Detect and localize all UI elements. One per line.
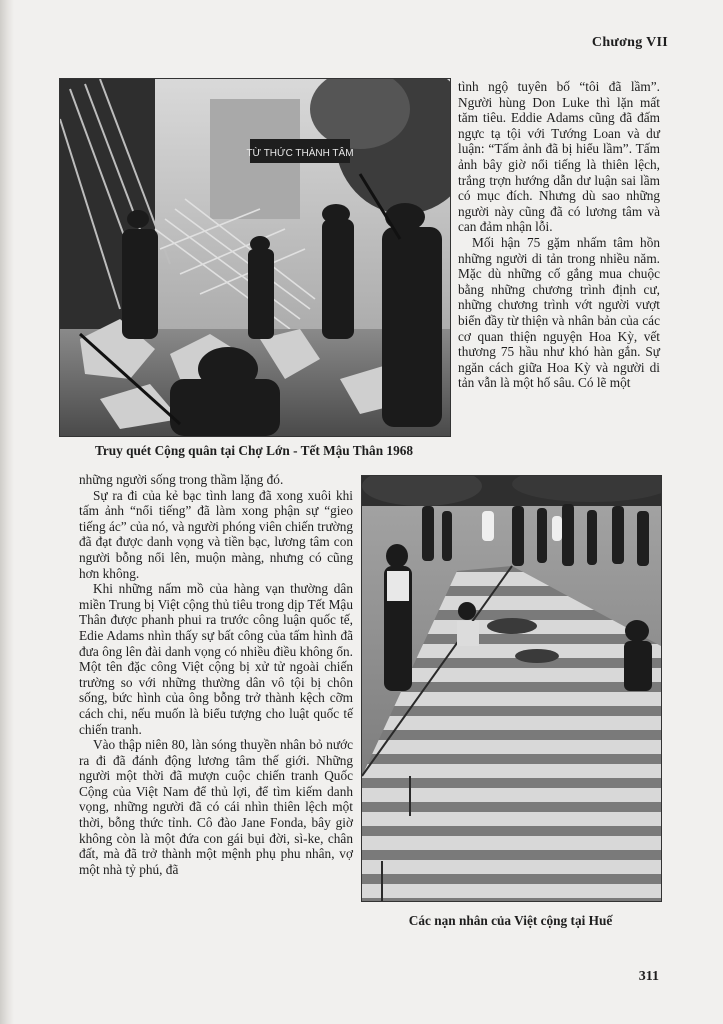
caption-hue: Các nạn nhân của Việt cộng tại Huế (408, 913, 613, 928)
paragraph: tình ngộ tuyên bố “tôi đã lầm”. Người hùng Don Luke thì lặn mất tăm tiêu. Eddie Adams cũng đã đấm ngực tạ tội với Tướng Loan và dư luận: “Tấm ảnh đã bị hiểu lầm”. Tấm ảnh bây giờ nổi tiếng là thiên lệch, trắng trợn hướng dẫn dư luận sai lầm có mục đích. Nhưng dù sao những người này cũng đã có lương tâm và can đảm nhận lỗi. (458, 79, 660, 235)
paragraph: Mối hận 75 gặm nhấm tâm hồn những người di tản trong nhiều năm. Mặc dù những cố gắng mua chuộc bằng những chương trình định cư, những chương trình vớt người vượt biển đầy từ thiện và nhân bản của các cơ quan thiện nguyện Hoa Kỳ, vết thương 75 hầu như khó hàn gắn. Sự ngăn cách giữa Hoa Kỳ và người di tản vẫn là một hố sâu. Có lẽ một (458, 234, 660, 391)
caption-cholon: Truy quét Cộng quân tại Chợ Lớn - Tết Mậu Thân 1968 (94, 443, 414, 458)
paragraph: Khi những nấm mồ của hàng vạn thường dân miền Trung bị Việt cộng thủ tiêu trong dịp Tết Mậu Thân được phanh phui ra trước công luận quốc tế, Edie Adams nhìn thấy sự bất công của tấm hình đã đưa ông lên đài danh vọng có nhiều điều không ổn. Một tên đặc công Việt cộng bị xử tử ngoài chiến trường so với những thường dân vô tội bị chôn sống, bức hình của ông bỗng trở thành kệch cỡm cách chi, nếu muốn là biểu tượng cho luật quốc tế chiến tranh. (79, 581, 353, 737)
page-number: 311 (638, 969, 659, 984)
photo-hue-victims (361, 475, 662, 902)
paragraph: Sự ra đi của kẻ bạc tình lang đã xong xuôi khi tấm ảnh “nổi tiếng” đã làm xong phận sự “gieo tiếng ác” của nó, và người phóng viên chiến trường đã đạt được danh vọng và tiền bạc, lương tâm con người bỗng nổi lên, muộn màng, nhưng có cũng hơn không. (79, 487, 353, 581)
paragraph: Vào thập niên 80, làn sóng thuyền nhân bỏ nước ra đi đã đánh động lương tâm thế giới. Những người một thời đã mượn cuộc chiến tranh Quốc Cộng của Việt Nam để thủ lợi, để tìm kiếm danh vọng, những người đã có cái nhìn thiên lệch một thời, bỗng thức tỉnh. Cô đào Jane Fonda, bây giờ không còn là một đứa con gái bụi đời, sì-ke, chân đất, mà đã trở thành một mệnh phụ phu nhân, vợ một nhà tỷ phú, đã (79, 737, 353, 877)
text-column-left-bottom (79, 472, 353, 877)
chapter-header: Chương VII (591, 35, 668, 50)
page-binding-edge (0, 0, 14, 1024)
paragraph: những người sống trong thầm lặng đó. (79, 472, 284, 487)
shop-sign-text: TỪ THỨC THÀNH TÂM (246, 148, 354, 159)
photo-hue-image (362, 476, 661, 901)
photo-cholon-image (60, 79, 450, 436)
text-column-right-top (458, 79, 660, 391)
photo-cholon-street-fighting (59, 78, 451, 437)
